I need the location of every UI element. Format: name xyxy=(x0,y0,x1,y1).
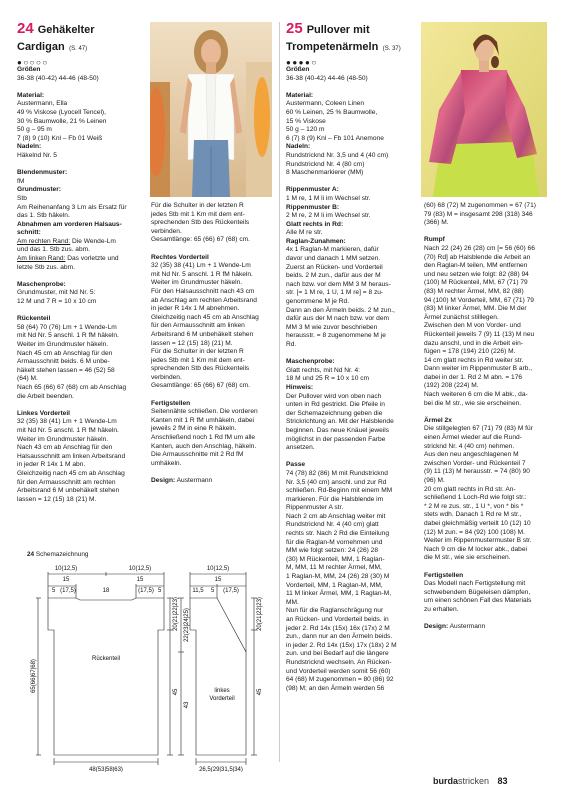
text-line: 94 (100) M Vorderteil, MM, 67 (71) 79 xyxy=(424,296,534,304)
brand-name: burda xyxy=(433,776,459,786)
text-line: (70) Rd] ab Halsblende die Arbeit an xyxy=(424,253,531,261)
text-line: Die stillgelegten 67 (71) 79 (83) M für xyxy=(424,425,533,433)
text-line: Rundstricknd Nr. 3,5 und 4 (40 cm) xyxy=(286,151,389,159)
text-line: jedes Stb mit 1 Km mit dem ent- xyxy=(151,210,245,218)
dim-label: 20(21|22|23) xyxy=(173,597,179,631)
text-line: Am linken Rand: Das vorletzte und xyxy=(17,255,119,263)
text-line: 2 M re, 2 M li im Wechsel str. xyxy=(286,212,371,220)
text-line: Rundstricknd Nr. 4 (40 cm) glatt xyxy=(286,521,379,529)
text-line: häkelt stehen lassen = 46 (52) 58 xyxy=(17,366,115,374)
piece-label-back: Rückenteil xyxy=(91,656,121,662)
text-line: 14 cm glatt rechts in Rd weiter str. xyxy=(424,356,524,364)
dim-label: (17,5) xyxy=(138,588,154,594)
text-line: Nach weiteren 6 cm die M abk., da- xyxy=(424,391,528,399)
section-heading: Raglan-Zunahmen: xyxy=(286,237,346,245)
text-line: sprechenden Stb des Rückenteils xyxy=(151,365,250,373)
text-line: in jeder R 14x 1 M abnehmen. xyxy=(151,305,240,313)
text-line: 30 % Baumwolle, 21 % Leinen xyxy=(17,117,107,125)
text-line: (192) 208 (224) M. xyxy=(424,382,479,390)
text-line: mit Nd Nr. 5 anschl. 1 R fM häkeln. xyxy=(151,270,253,278)
section-heading: Grundmuster: xyxy=(17,186,61,194)
text-line: Nach 2 cm ab Anschlag weiter mit xyxy=(286,512,386,520)
text-line: Dann weiter im Rippenmuster B arb., xyxy=(424,365,533,373)
text-line: Strickrichtung an. Mit der Halsblende xyxy=(286,418,394,426)
section-heading: Linkes Vorderteil xyxy=(17,409,71,417)
text-line: Rundstricknd wechseln. An Rücken- xyxy=(286,658,392,666)
text-line: zwischen Vorder- und Rückenteil 7 xyxy=(424,459,526,467)
section-heading: Blendenmuster: xyxy=(17,169,68,177)
text-line: letzte Stb zus. abm. xyxy=(17,263,75,271)
text-line: 50 g – 120 m xyxy=(286,126,325,134)
pattern-25-column-2 xyxy=(424,202,550,632)
section-heading: Nadeln: xyxy=(17,143,42,151)
text-line: Nach 45 cm ab Anschlag für den xyxy=(17,349,113,357)
text-line: Gleichzeitig nach 45 cm ab Anschlag xyxy=(151,313,259,321)
text-line: Für die Schulter in der letzten R xyxy=(151,348,244,356)
text-line: Weiter im Grundmuster häkeln. xyxy=(17,435,109,443)
text-line: das 1. Stb häkeln. xyxy=(17,212,70,220)
page-number: 83 xyxy=(497,776,508,786)
text-line: der Schemazeichnung geben die xyxy=(286,409,383,417)
text-line: schließen. Rd-Beginn mit einem MM xyxy=(286,487,393,495)
pattern-number: 24 xyxy=(17,20,34,37)
pattern-25-column-1 xyxy=(286,66,416,693)
text-line: um einen schönen Fall des Materials xyxy=(424,597,532,605)
pattern-24-column-2 xyxy=(151,202,276,486)
section-heading: Material: xyxy=(286,91,314,99)
dim-label: 11,5 xyxy=(192,588,204,594)
text-line: Stb xyxy=(17,194,27,202)
text-line: 18 M und 25 R = 10 x 10 cm xyxy=(286,375,370,383)
text-line: fM xyxy=(17,177,25,185)
text-line: verbinden. xyxy=(151,373,182,381)
text-line: möglichst in der passenden Farbe xyxy=(286,435,386,443)
text-line: Kanten, auch den Anschlag, häkeln. xyxy=(151,442,257,450)
text-line: Anschließend noch 1 Rd fM um alle xyxy=(151,434,256,442)
text-line: Armausschnitt beids. 6 M unbe- xyxy=(17,358,110,366)
text-line: Für die Schulter in der letzten R xyxy=(151,202,244,209)
text-line: 64 (68) M zugenommen = 80 (86) 92 xyxy=(286,676,394,684)
text-line: schließend 1 Loch-Rd wie folgt str.: xyxy=(424,494,527,502)
text-line: Grundmuster, mit Nd Nr. 5: xyxy=(17,289,96,297)
text-line: Nach 9 cm die M locker abk., dabei xyxy=(424,545,527,553)
text-line: genommene M je Rd. xyxy=(286,298,350,306)
dim-label: 5 xyxy=(158,588,162,594)
text-line: ab Anschlag am rechten Arbeitsrand xyxy=(151,296,257,304)
dim-label: 15 xyxy=(62,577,70,583)
text-line: stricknd Nr. 4 (40 cm) nehmen. xyxy=(424,442,515,450)
text-line: 12 M und 7 R = 10 x 10 cm xyxy=(17,298,97,306)
text-line: beids. 2 M zun., dafür aus der M xyxy=(286,272,381,280)
text-line: bei die M str., wie sie erscheinen. xyxy=(424,399,522,407)
text-line: 58 (64) 70 (76) Lm + 1 Wende-Lm xyxy=(17,323,117,331)
dim-label: 43 xyxy=(184,701,190,709)
text-line: MM wie folgt setzen: 24 (26) 28 xyxy=(286,547,378,555)
text-line: Gleichzeitig nach 45 cm ab Anschlag xyxy=(17,469,125,477)
column-divider xyxy=(279,22,280,762)
text-line: lassen = 12 (15) 18) (21) M. xyxy=(151,339,233,347)
section-heading: Rumpf xyxy=(424,236,445,244)
text-line: Am Reihenanfang 3 Lm als Ersatz für xyxy=(17,203,127,211)
text-line: stets wdh. Danach 1 Rd re M str., xyxy=(424,511,522,519)
pattern-24-header xyxy=(17,20,95,67)
dim-label: 22(23|24|25) xyxy=(184,608,190,642)
difficulty-rating: ●●●●○ xyxy=(286,58,318,67)
pullover-photo xyxy=(421,22,547,197)
text-line: Design: Austermann xyxy=(151,477,213,484)
text-line: 36-38 (40-42) 44-46 (48-50) xyxy=(17,74,99,82)
pattern-25-header xyxy=(286,20,401,67)
page-reference: (S. 37) xyxy=(382,46,401,52)
dim-label: 45 xyxy=(173,688,179,696)
text-line: Zuerst an Rücken- und Vorderteil xyxy=(286,263,383,271)
text-line: Glatt rechts, mit Nd Nr. 4: xyxy=(286,366,361,374)
text-line: (12) M zun. = 84 (92) 100 (108) M. xyxy=(424,528,525,536)
text-line: Rd. xyxy=(286,341,297,348)
text-line: Nr. 3,5 (40 cm) anschl. und zur Rd xyxy=(286,478,387,486)
section-heading: Maschenprobe: xyxy=(17,280,66,288)
section-heading: Maschenprobe: xyxy=(286,358,335,366)
pattern-title-2: Cardigan xyxy=(17,41,65,53)
text-line: schwebendem Bügeleisen dämpfen, xyxy=(424,588,531,596)
text-line: Halsausschnitt am linken Arbeitsrand xyxy=(17,452,126,460)
section-heading: Ärmel 2x xyxy=(424,416,452,424)
text-line: mit Nd Nr. 5 anschl. 1 R fM häkeln. xyxy=(17,332,119,340)
text-line: einen Ärmel wieder auf die Rund- xyxy=(424,434,522,442)
dim-label: 65(66|67|68) xyxy=(31,659,37,693)
text-line: beginnen. Das neue Knäuel jeweils xyxy=(286,426,390,434)
text-line: in jeder R 14x 1 M abn. xyxy=(17,461,86,469)
text-line: 32 (35) 38 (41) Lm + 1 Wende-Lm xyxy=(17,418,117,426)
dim-label: (17,5) xyxy=(223,588,239,594)
text-line: 79 (83) M = insgesamt 298 (318) 346 xyxy=(424,210,533,218)
text-line: fügen = 178 (194) 210 (226) M. xyxy=(424,348,516,356)
text-line: Alle M re str. xyxy=(286,229,323,237)
section-heading: Rippenmuster A: xyxy=(286,186,339,194)
text-line: Aus den neu angeschlagenen M xyxy=(424,451,519,459)
text-line: Gesamtlänge: 65 (66) 67 (68) cm. xyxy=(151,382,250,390)
text-line: die M str., wie sie erscheinen. xyxy=(424,554,511,562)
text-line: Arbeitsrand 6 M unbehäkelt stehen xyxy=(17,487,120,495)
text-line: den Raglan-M teilen, MM entfernen xyxy=(424,262,528,270)
text-line: unten in Rd gestrickt. Die Pfeile in xyxy=(286,401,385,409)
text-line: 7 (8) 9 (10) Knl – Fb 01 Weiß xyxy=(17,134,103,142)
text-line: verbinden. xyxy=(151,227,182,235)
text-line: Weiter im Grundmuster häkeln. xyxy=(17,341,109,348)
dim-label: 48(53|58|63) xyxy=(89,767,123,772)
section-heading: Größen xyxy=(286,66,310,73)
section-heading: Rückenteil xyxy=(17,315,51,323)
text-line: und Vorderteil werden somit 56 (60) xyxy=(286,667,391,675)
text-line: 1 M re, 1 M li im Wechsel str. xyxy=(286,194,371,202)
text-line: jedes Stb mit 1 Km mit dem ent- xyxy=(151,356,245,364)
back-piece-outline xyxy=(48,598,164,755)
text-line: Gesamtlänge: 65 (66) 67 (68) cm. xyxy=(151,236,250,244)
text-line: Seitennähte schließen. Die vorderen xyxy=(151,408,258,416)
pattern-24-column-1 xyxy=(17,66,145,504)
text-line: (83) M rechter Ärmel, MM, 82 (88) xyxy=(424,287,524,295)
text-line: Häkelnd Nr. 5 xyxy=(17,151,57,159)
text-line: (30) M Rückenteil, MM, 1 Raglan- xyxy=(286,555,385,563)
text-line: zun., dann nur an den Ärmeln beids. xyxy=(286,633,393,641)
section-heading: Größen xyxy=(17,66,41,73)
text-line: dafür aus der M nach bzw. vor dem xyxy=(286,315,389,323)
text-line: * 2 M re zus. str., 1 U *, von * bis * xyxy=(424,502,524,510)
section-heading: Rechtes Vorderteil xyxy=(151,253,209,261)
text-line: Rippenmuster A str. xyxy=(286,504,344,512)
dim-label: 18 xyxy=(102,588,110,594)
text-line: dazu anschl, und in die Arbeit ein- xyxy=(424,339,523,347)
dim-label: 15 xyxy=(136,577,144,583)
text-line: für den Armausschnitt am rechten xyxy=(17,478,116,486)
dim-label: 26,5(29|31,5|34) xyxy=(199,767,243,772)
text-line: und das 1. Stb zus. abm. xyxy=(17,246,90,254)
section-heading: schnitt: xyxy=(17,229,41,237)
text-line: für den Armausschnitt am linken xyxy=(151,322,245,330)
section-heading: Abnahmen am vorderen Halsaus- xyxy=(17,220,122,228)
section-heading: Rippenmuster B: xyxy=(286,203,340,211)
schema-number: 24 xyxy=(27,551,35,558)
text-line: 1 Raglan-M, MM, 24 (26) 28 (30) M xyxy=(286,573,390,581)
dim-label: 10(12,5) xyxy=(128,566,152,572)
text-line: (366) M. xyxy=(424,219,449,227)
text-line: (60) 68 (72) M zugenommen = 67 (71) xyxy=(424,202,536,209)
text-line: 74 (78) 82 (86) M mit Rundstricknd xyxy=(286,469,388,477)
text-line: Dann an den Ärmeln beids. 2 M zun., xyxy=(286,306,395,314)
pattern-title-2: Trompetenärmeln xyxy=(286,41,379,53)
text-line: 49 % Viskose (Lyocell Tencel), xyxy=(17,108,106,116)
piece-label-front: linkes xyxy=(214,688,230,694)
text-line: an Rücken- und Vorderteil beids. in xyxy=(286,616,389,623)
page-reference: (S. 47) xyxy=(69,46,88,52)
text-line: Design: Austermann xyxy=(424,623,486,631)
pattern-title: Pullover mit xyxy=(306,24,370,36)
text-line: Nach 22 (24) 26 (28) cm [= 56 (60) 66 xyxy=(424,244,535,252)
schema-caption xyxy=(27,551,88,558)
text-line: herausstr. = 8 zugenommene M je xyxy=(286,332,386,340)
schematic-drawing xyxy=(10,560,280,772)
text-line: 15 % Viskose xyxy=(286,117,326,125)
text-line: ansetzen. xyxy=(286,444,315,452)
section-heading: Nadeln: xyxy=(286,143,311,151)
text-line: Weiter im Rippenmustermuster B str. xyxy=(424,537,532,545)
text-line: mit Nd Nr. 5 anschl. 1 R fM häkeln. xyxy=(17,426,119,434)
text-line: MM 3 M wie zuvor beschrieben xyxy=(286,323,378,331)
text-line: Nach 43 cm ab Anschlag für den xyxy=(17,444,113,452)
section-heading: Glatt rechts in Rd: xyxy=(286,220,344,228)
cardigan-photo xyxy=(150,22,272,197)
text-line: Der Pullover wird von oben nach xyxy=(286,392,382,400)
text-line: Nun für die Raglanschrägung nur xyxy=(286,607,384,615)
text-line: Rückenteil jeweils 7 (9) 11 (13) M neu xyxy=(424,330,535,338)
text-line: davor und danach 1 MM setzen. xyxy=(286,255,381,263)
text-line: 6 (7) 8 (9) Knl – Fb 101 Anemone xyxy=(286,134,384,142)
text-line: für die Raglan-M vornehmen und xyxy=(286,538,383,546)
section-heading: Fertigstellen xyxy=(151,399,191,407)
text-line: (98) M; an den Ärmeln werden 56 xyxy=(286,684,385,692)
text-line: (64) M. xyxy=(17,375,38,383)
text-line: Nach 65 (66) 67 (68) cm ab Anschlag xyxy=(17,383,127,391)
text-line: (83) M linker Ärmel, MM. Die M der xyxy=(424,305,527,313)
text-line: Das Modell nach Fertigstellung mit xyxy=(424,580,526,588)
text-line: 50 g – 95 m xyxy=(17,126,52,134)
section-heading: Passe xyxy=(286,461,306,469)
text-line: 8 Maschenmarkierer (MM) xyxy=(286,169,364,177)
text-line: Vorderteil, MM, 1 Raglan-M, MM, xyxy=(286,581,383,589)
section-heading: Fertigstellen xyxy=(424,571,464,579)
dim-label: 10(12,5) xyxy=(206,566,230,572)
section-heading: Material: xyxy=(17,91,45,99)
text-line: (9) 11 (13) M herausstr. = 74 (80) 90 xyxy=(424,468,530,476)
text-line: (96) M. xyxy=(424,477,445,484)
brand-suffix: stricken xyxy=(458,776,490,786)
schema-title: Schemazeichnung xyxy=(35,551,89,558)
text-line: Am rechten Rand: Die Wende-Lm xyxy=(17,237,116,245)
text-line: Für den Halsausschnitt nach 43 cm xyxy=(151,287,255,295)
text-line: zu erhalten. xyxy=(424,605,459,613)
text-line: lassen = 12 (15) 18 (21) M. xyxy=(17,495,97,503)
text-line: markieren. Für die Halsblende im xyxy=(286,495,384,503)
text-line: M, MM, 11 M rechter Ärmel, MM, xyxy=(286,564,382,572)
text-line: Austermann, Ella xyxy=(17,100,68,108)
text-line: 11 M linker Ärmel, MM, 1 Raglan-M, xyxy=(286,590,392,598)
text-line: 20 cm glatt rechts in Rd str. An- xyxy=(424,485,516,493)
dim-label: 20(21|22|23) xyxy=(257,597,263,631)
dim-label: 45 xyxy=(257,688,263,696)
text-line: 4x 1 Raglan-M markieren, dafür xyxy=(286,246,379,254)
text-line: Kanten mit 1 R fM umhäkeln, dabei xyxy=(151,416,254,424)
dim-label: 15 xyxy=(214,577,222,583)
text-line: Austermann, Coleen Linen xyxy=(286,100,365,108)
text-line: 60 % Leinen, 25 % Baumwolle, xyxy=(286,108,378,116)
text-line: MM. xyxy=(286,598,299,606)
text-line: umhäkeln. xyxy=(151,459,182,467)
piece-label-front: Vorderteil xyxy=(209,696,235,702)
text-line: Arbeitsrand 6 M unbehäkelt stehen xyxy=(151,330,254,338)
text-line: 36-38 (40-42) 44-46 (48-50) xyxy=(286,74,368,82)
dim-label: (17,5) xyxy=(60,588,76,594)
text-line: dabei in der 1. Rd 2 M abn. = 176 xyxy=(424,373,523,381)
text-line: und neu setzen wie folgt: 82 (88) 94 xyxy=(424,270,529,278)
dim-label: 5 xyxy=(211,588,215,594)
text-line: jeder 2. Rd 14x (15x) 16x (17x) 2 M xyxy=(286,624,390,632)
text-line: Die Armausschnitte mit 2 Rd fM xyxy=(151,451,244,459)
text-line: nach bzw. vor dem MM 3 M heraus- xyxy=(286,280,391,288)
dim-label: 5 xyxy=(52,588,56,594)
text-line: zun. und bei Bedarf auf die längere xyxy=(286,650,389,658)
text-line: Ärmel zunächst stilllegen. xyxy=(424,313,499,321)
text-line: (100) M Rückenteil, MM, 67 (71) 79 xyxy=(424,279,528,287)
dim-label: 10(12,5) xyxy=(54,566,78,572)
text-line: jeweils 2 fM in eine R häkeln. xyxy=(151,425,237,433)
text-line: 32 (35) 38 (41) Lm + 1 Wende-Lm xyxy=(151,262,251,270)
text-line: sprechenden Stb des Rückenteils xyxy=(151,219,250,227)
text-line: Weiter im Grundmuster häkeln. xyxy=(151,279,243,287)
text-line: dabei gleichmäßig verteilt 10 (12) 10 xyxy=(424,519,531,527)
text-line: Zwischen den M von Vorder- und xyxy=(424,322,521,330)
text-line: in jeder 2. Rd 14x (15x) 17x (18x) 2 M xyxy=(286,641,397,649)
text-line: rechts str. Nach 2 Rd die Einteilung xyxy=(286,530,389,538)
text-line: str. [= 1 M re, 1 U, 1 M re] = 8 zu- xyxy=(286,289,384,297)
pattern-title: Gehäkelter xyxy=(37,24,95,36)
front-piece-outline xyxy=(190,598,246,755)
text-line: Rundstricknd Nr. 4 (80 cm) xyxy=(286,160,365,168)
pattern-number: 25 xyxy=(286,20,303,37)
text-line: die Arbeit beenden. xyxy=(17,392,74,400)
page-footer xyxy=(433,776,508,786)
difficulty-rating: ●○○○○ xyxy=(17,58,49,67)
section-heading: Hinweis: xyxy=(286,383,314,391)
